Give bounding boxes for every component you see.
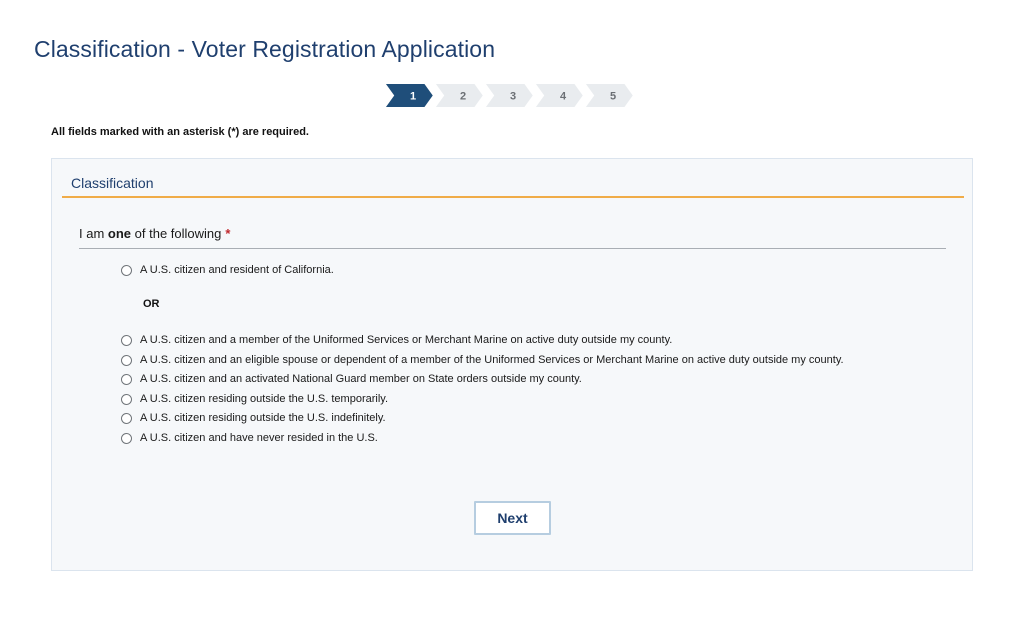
option-label: A U.S. citizen and resident of California. (140, 264, 334, 276)
radio-button[interactable] (121, 355, 132, 366)
required-asterisk: * (225, 226, 231, 241)
stepper-graphic (383, 83, 641, 108)
radio-button[interactable] (121, 335, 132, 346)
option-outside-temporarily[interactable] (121, 393, 388, 405)
step-2-label: 2 (459, 90, 467, 103)
option-label: A U.S. citizen and an eligible spouse or dependent of a member of the Uniformed Services or Merchant Marine on active duty outside my county. (140, 354, 844, 366)
radio-button[interactable] (121, 413, 132, 424)
next-button[interactable]: Next (474, 501, 551, 535)
option-california-resident[interactable] (121, 264, 334, 276)
radio-button[interactable] (121, 433, 132, 444)
option-national-guard[interactable] (121, 373, 582, 385)
radio-button[interactable] (121, 394, 132, 405)
question-suffix: of the following (131, 226, 222, 241)
option-never-resided[interactable] (121, 432, 378, 444)
option-uniformed-services[interactable] (121, 334, 672, 346)
radio-button[interactable] (121, 265, 132, 276)
radio-button[interactable] (121, 374, 132, 385)
progress-stepper (383, 83, 641, 108)
panel-title: Classification (71, 175, 154, 191)
or-separator: OR (143, 298, 160, 310)
question-prefix: I am (79, 226, 108, 241)
option-label: A U.S. citizen residing outside the U.S. temporarily. (140, 393, 389, 405)
option-outside-indefinitely[interactable] (121, 412, 386, 424)
classification-panel (51, 158, 973, 571)
question-emphasis: one (107, 226, 132, 241)
required-fields-note: All fields marked with an asterisk (*) are required. (51, 126, 309, 138)
option-spouse-dependent[interactable] (121, 354, 844, 366)
classification-question (79, 226, 946, 249)
option-label: A U.S. citizen and an activated National Guard member on State orders outside my county. (140, 373, 582, 385)
page-title: Classification - Voter Registration Application (34, 36, 496, 62)
option-label: A U.S. citizen residing outside the U.S. indefinitely. (140, 412, 386, 424)
panel-header (62, 159, 964, 198)
step-3-label: 3 (509, 90, 517, 103)
step-1-label: 1 (409, 90, 417, 103)
option-label: A U.S. citizen and a member of the Uniformed Services or Merchant Marine on active duty outside my county. (140, 334, 673, 346)
option-label: A U.S. citizen and have never resided in the U.S. (140, 432, 378, 444)
step-4-label: 4 (559, 90, 567, 103)
step-5-label: 5 (609, 90, 617, 103)
